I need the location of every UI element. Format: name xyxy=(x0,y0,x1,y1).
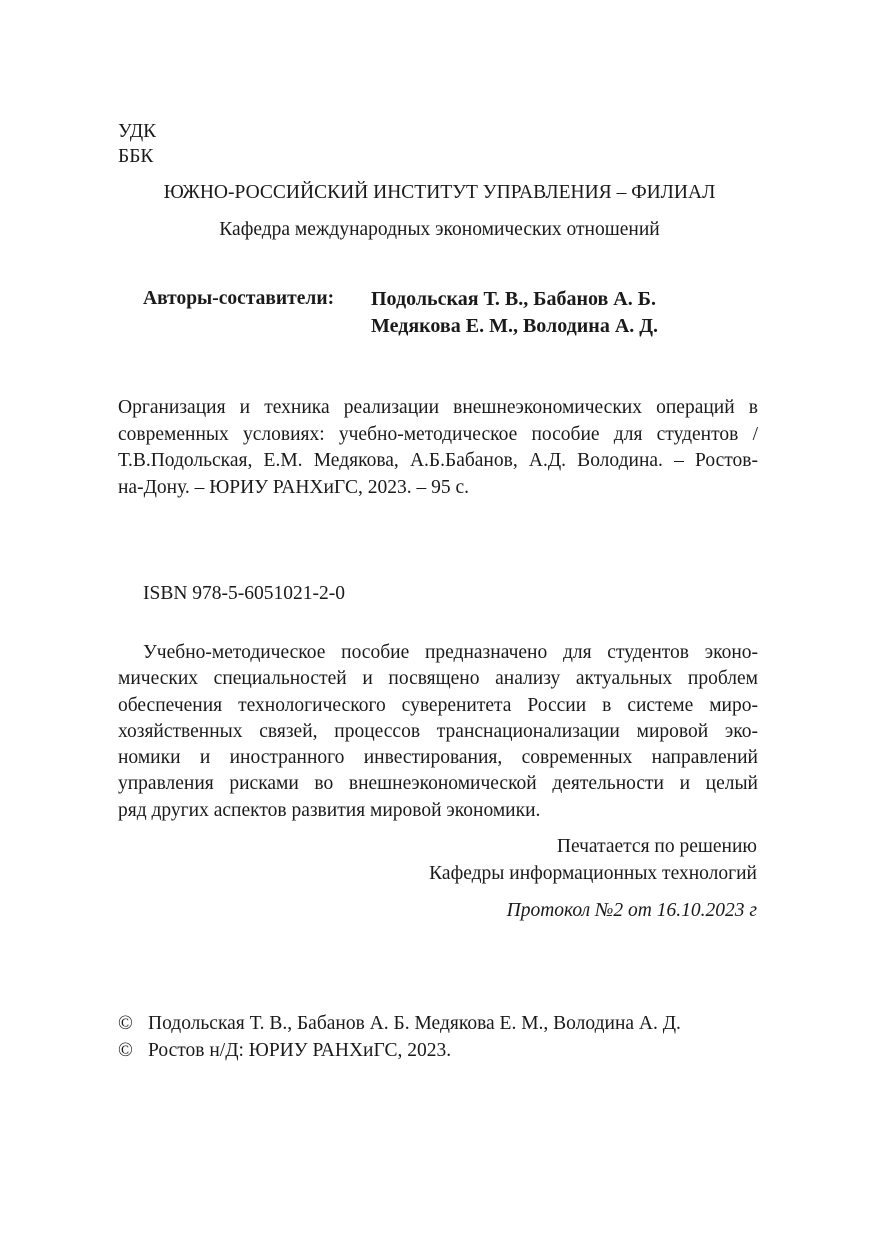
abstract-line: управления рисками во внешнеэкономической деятельности и целый xyxy=(118,773,758,795)
isbn: ISBN 978-5-6051021-2-0 xyxy=(143,583,346,604)
bibliographic-description xyxy=(118,395,758,501)
protocol-note: Протокол №2 от 16.10.2023 г xyxy=(506,900,757,921)
authors-line-1: Подольская Т. В., Бабанов А. Б. xyxy=(371,288,656,310)
institute-title: ЮЖНО-РОССИЙСКИЙ ИНСТИТУТ УПРАВЛЕНИЯ – ФИЛИАЛ xyxy=(163,182,716,203)
copyright-symbol: © xyxy=(118,1013,133,1034)
abstract xyxy=(118,640,758,824)
abstract-line: мических специальностей и посвящено анализу актуальных проблем xyxy=(118,668,758,690)
copyright-text: Подольская Т. В., Бабанов А. Б. Медякова Е. М., Володина А. Д. xyxy=(148,1013,681,1034)
department-title: Кафедра международных экономических отношений xyxy=(219,219,660,240)
copyright-symbol: © xyxy=(118,1040,133,1061)
decision-line-2: Кафедры информационных технологий xyxy=(429,863,757,884)
abstract-line: обеспечения технологического суверенитета России в системе миро- xyxy=(118,694,758,716)
authors-line-2: Медякова Е. М., Володина А. Д. xyxy=(371,315,659,337)
copyright-block xyxy=(118,1010,681,1064)
bib-line: современных условиях: учебно-методическое пособие для студентов / xyxy=(118,423,758,445)
authors-names xyxy=(371,286,658,340)
bib-line: Т.В.Подольская, Е.М. Медякова, А.Б.Бабанов, А.Д. Володина. – Ростов- xyxy=(118,450,758,471)
copyright-line-1 xyxy=(118,1010,681,1037)
copyright-line-2 xyxy=(118,1037,681,1064)
abstract-line: Учебно-методическое пособие предназначено для студентов эконо- xyxy=(143,642,758,663)
classification-block xyxy=(118,119,156,169)
authors-label: Авторы-составители: xyxy=(143,288,335,309)
bib-line: на-Дону. – ЮРИУ РАНХиГС, 2023. – 95 с. xyxy=(118,476,469,498)
abstract-line: ряд других аспектов развития мировой экономики. xyxy=(118,799,541,821)
abstract-line: номики и иностранного инвестирования, современных направлений xyxy=(118,747,758,769)
abstract-line: хозяйственных связей, процессов транснационализации мировой эко- xyxy=(118,720,758,742)
bbk-label: ББК xyxy=(118,146,154,167)
decision-line-1: Печатается по решению xyxy=(556,836,757,857)
publication-decision xyxy=(429,833,757,887)
udk-label: УДК xyxy=(118,121,157,142)
copyright-text: Ростов н/Д: ЮРИУ РАНХиГС, 2023. xyxy=(148,1040,452,1061)
bib-line: Организация и техника реализации внешнеэкономических операций в xyxy=(118,397,758,418)
